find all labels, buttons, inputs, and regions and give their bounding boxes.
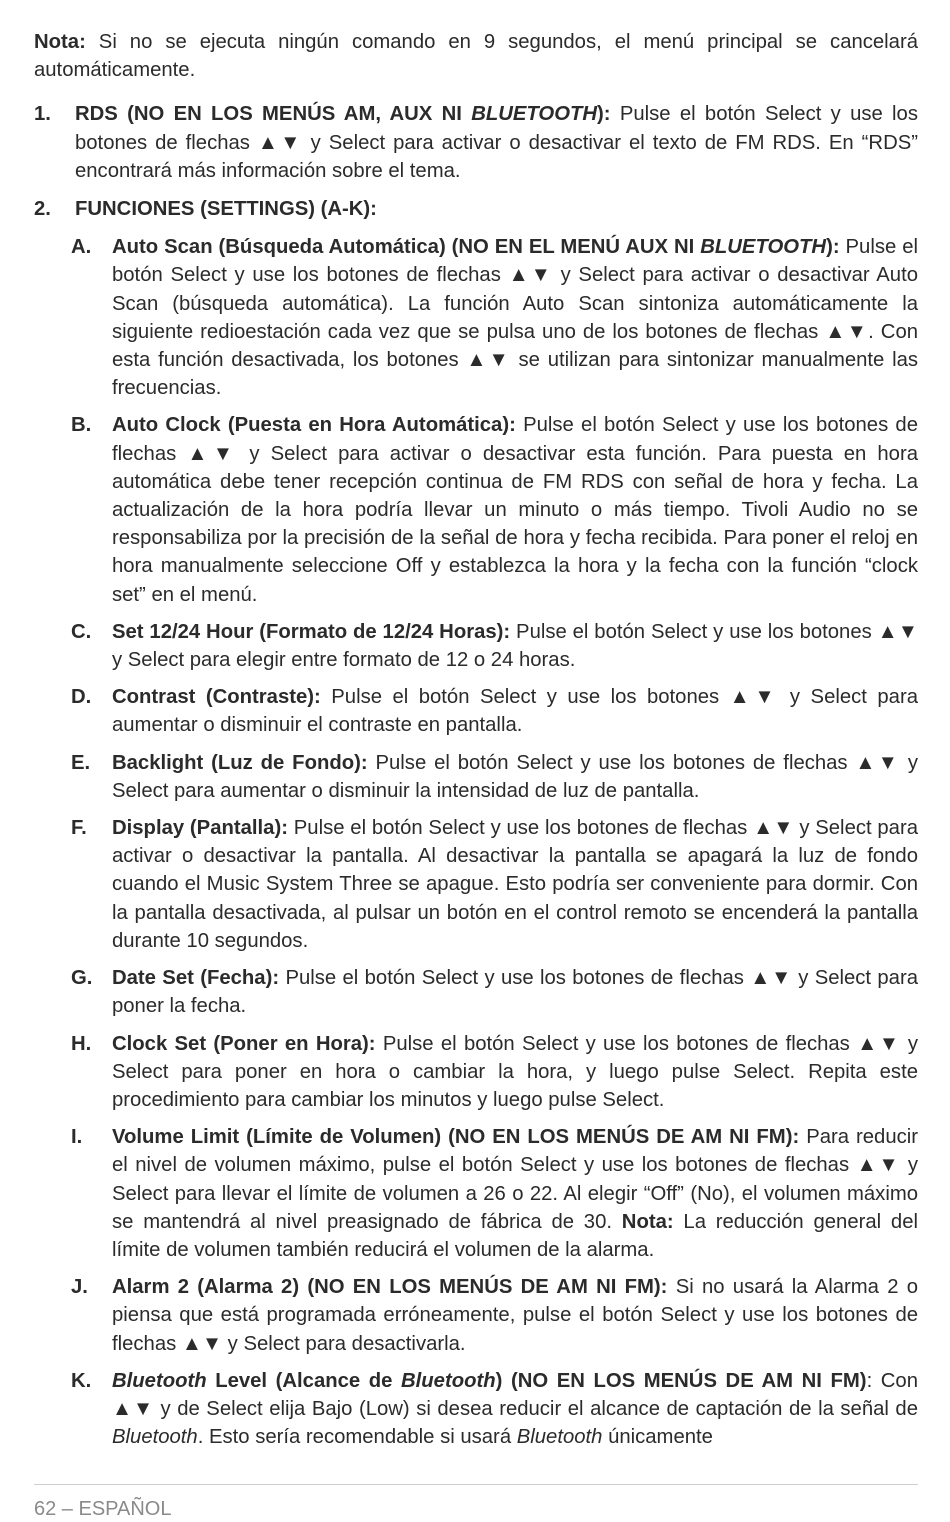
setting-clock-set-title: Clock Set (Poner en Hora): <box>112 1032 376 1055</box>
setting-letter: F. <box>71 817 87 840</box>
setting-hour-format-text: Pulse el botón Select y use los botones ▲▼ y Select para elegir entre formato de 12 o 24 horas. <box>112 620 919 672</box>
item-rds-title-c: ): <box>597 103 611 126</box>
setting-letter: H. <box>71 1032 92 1055</box>
setting-backlight-text: Pulse el botón Select y use los botones de flechas ▲▼ y Select para aumentar o disminuir la intensidad de luz de pantalla. <box>112 751 918 802</box>
item-settings-title <box>75 195 918 223</box>
setting-contrast-body <box>112 683 918 739</box>
setting-hour-format-body <box>112 618 918 674</box>
setting-bluetooth-level-body <box>112 1367 918 1452</box>
setting-date-set-title: Date Set (Fecha): <box>112 967 280 990</box>
setting-letter: D. <box>71 686 92 709</box>
item-number: 2. <box>34 198 51 221</box>
page-footer: 62 – ESPAÑOL <box>34 1498 172 1520</box>
item-rds-title-b: BLUETOOTH <box>471 103 598 126</box>
setting-contrast-title: Contrast (Contraste): <box>112 686 321 709</box>
setting-volume-limit <box>34 1123 918 1264</box>
item-rds-text: Pulse el botón Select y use los botones de flechas ▲▼ y Select para activar o desactivar el texto de FM RDS. En “RDS” encontrará más información sobre el tema. <box>75 103 918 182</box>
item-number: 1. <box>34 103 51 126</box>
setting-alarm-2-text: Si no usará la Alarma 2 o piensa que está programada erróneamente, pulse el botón Select y use los botones de flechas ▲▼ y Select para desactivarla. <box>112 1276 919 1355</box>
setting-clock-set-body <box>112 1030 918 1115</box>
note-label: Nota: <box>34 31 86 53</box>
setting-hour-format <box>34 618 918 674</box>
setting-display-text: Pulse el botón Select y use los botones de flechas ▲▼ y Select para activar o desactivar la pantalla. Al desactivar la pantalla se apagará la luz de fondo cuando el Music System Three se apague. Esto podría ser conveniente para dormir. Con la pantalla desactivada, al pulsar un botón en el control remoto se encenderá la pantalla durante 10 segundos. <box>112 817 919 952</box>
setting-text-a: Con ▲▼ y de Select elija Bajo (Low) si desea reducir el alcance de captación de la señal de <box>112 1369 918 1420</box>
setting-bluetooth-level-title <box>112 1370 867 1392</box>
setting-date-set <box>34 964 918 1020</box>
setting-volume-limit-note-label: Nota: <box>621 1210 674 1233</box>
item-rds-title-a: RDS (NO EN LOS MENÚS AM, AUX NI <box>75 103 472 126</box>
setting-title-a: Bluetooth <box>112 1369 207 1392</box>
setting-auto-clock-title: Auto Clock (Puesta en Hora Automática): <box>112 414 516 437</box>
setting-alarm-2-title: Alarm 2 (Alarma 2) (NO EN LOS MENÚS DE AM NI FM): <box>112 1276 668 1299</box>
item-settings <box>34 195 918 223</box>
settings-list <box>34 233 918 1451</box>
setting-text-e: únicamente <box>602 1426 713 1449</box>
setting-letter: E. <box>71 751 91 774</box>
manual-page <box>34 28 918 1460</box>
setting-auto-scan-title <box>112 236 840 258</box>
setting-letter: J. <box>71 1276 88 1299</box>
setting-date-set-text: Pulse el botón Select y use los botones de flechas ▲▼ y Select para poner la fecha. <box>112 967 918 1018</box>
setting-contrast-text: Pulse el botón Select y use los botones ▲▼ y Select para aumentar o disminuir el contraste en pantalla. <box>112 686 918 737</box>
setting-title-b: Level (Alcance de <box>206 1369 401 1392</box>
setting-letter: A. <box>71 236 92 259</box>
item-rds <box>34 100 918 185</box>
setting-title-d: ) (NO EN LOS MENÚS DE AM NI FM) <box>495 1369 867 1392</box>
setting-title-b: BLUETOOTH <box>700 236 827 259</box>
setting-letter: G. <box>71 967 93 990</box>
setting-letter: K. <box>71 1369 92 1392</box>
setting-auto-clock-body <box>112 411 918 608</box>
item-rds-title <box>75 103 611 125</box>
setting-bluetooth-level <box>34 1367 918 1452</box>
setting-auto-clock <box>34 411 918 608</box>
setting-display-title: Display (Pantalla): <box>112 817 288 840</box>
item-settings-title-text: FUNCIONES (SETTINGS) (A-K): <box>75 198 377 221</box>
setting-clock-set-text: Pulse el botón Select y use los botones de flechas ▲▼ y Select para poner en hora o cambiar la hora, y luego pulse Select. Repita este procedimiento para cambiar los minutos y luego pulse Select. <box>112 1032 918 1111</box>
note-text: Si no se ejecuta ningún comando en 9 segundos, el menú principal se cancelará automáticamente. <box>34 31 918 82</box>
item-rds-body <box>75 100 918 185</box>
setting-volume-limit-body <box>112 1123 918 1264</box>
setting-letter: C. <box>71 620 92 643</box>
setting-letter: B. <box>71 414 92 437</box>
setting-text-c: . Esto sería recomendable si usará <box>197 1426 517 1449</box>
setting-alarm-2 <box>34 1273 918 1358</box>
setting-text-d: Bluetooth <box>516 1426 603 1449</box>
setting-clock-set <box>34 1030 918 1115</box>
setting-backlight-body <box>112 749 918 805</box>
setting-letter: I. <box>71 1126 83 1149</box>
setting-volume-limit-note-text: La reducción general del límite de volumen también reducirá el volumen de la alarma. <box>112 1210 918 1261</box>
setting-volume-limit-title: Volume Limit (Límite de Volumen) (NO EN LOS MENÚS DE AM NI FM): <box>112 1126 800 1149</box>
setting-title-e: : <box>866 1369 873 1392</box>
setting-alarm-2-body <box>112 1273 918 1358</box>
setting-auto-scan <box>34 233 918 402</box>
note-paragraph <box>34 28 918 84</box>
setting-auto-scan-text: Pulse el botón Select y use los botones de flechas ▲▼ y Select para activar o desactivar Auto Scan (búsqueda automática). La función Auto Scan sintoniza automáticamente la siguiente redioestación cada vez que se pulsa uno de los botones de flechas ▲▼. Con esta función desactivada, los botones ▲▼ se utilizan para sintonizar manualmente las frecuencias. <box>112 236 918 400</box>
setting-title-c: Bluetooth <box>401 1369 496 1392</box>
setting-volume-limit-text: Para reducir el nivel de volumen máximo, pulse el botón Select y use los botones de flechas ▲▼ y Select para llevar el límite de volumen a 26 o 22. Al elegir “Off” (No), el volumen máximo se mantendrá al nivel preasignado de fábrica de 30. <box>112 1126 918 1233</box>
setting-auto-scan-body <box>112 233 918 402</box>
setting-contrast <box>34 683 918 739</box>
setting-backlight-title: Backlight (Luz de Fondo): <box>112 751 368 774</box>
setting-backlight <box>34 749 918 805</box>
setting-title-c: ): <box>826 236 840 259</box>
setting-hour-format-title: Set 12/24 Hour (Formato de 12/24 Horas): <box>112 620 511 643</box>
setting-display-body <box>112 814 918 955</box>
setting-display <box>34 814 918 955</box>
footer-divider <box>34 1484 918 1485</box>
setting-auto-clock-text: Pulse el botón Select y use los botones de flechas ▲▼ y Select para activar o desactivar esta función. Para puesta en hora automática debe tener recepción continua de FM RDS con señal de hora y fecha. La actualización de la hora podría llevar un minuto o más tiempo. Tivoli Audio no se responsabiliza por la precisión de la señal de hora y fecha recibida. Para poner el reloj en hora manualmente seleccione Off y establezca la hora y la fecha con la función “clock set” en el menú. <box>112 414 918 606</box>
setting-text-b: Bluetooth <box>112 1426 198 1449</box>
setting-date-set-body <box>112 964 918 1020</box>
setting-title-a: Auto Scan (Búsqueda Automática) (NO EN EL MENÚ AUX NI <box>112 236 701 259</box>
